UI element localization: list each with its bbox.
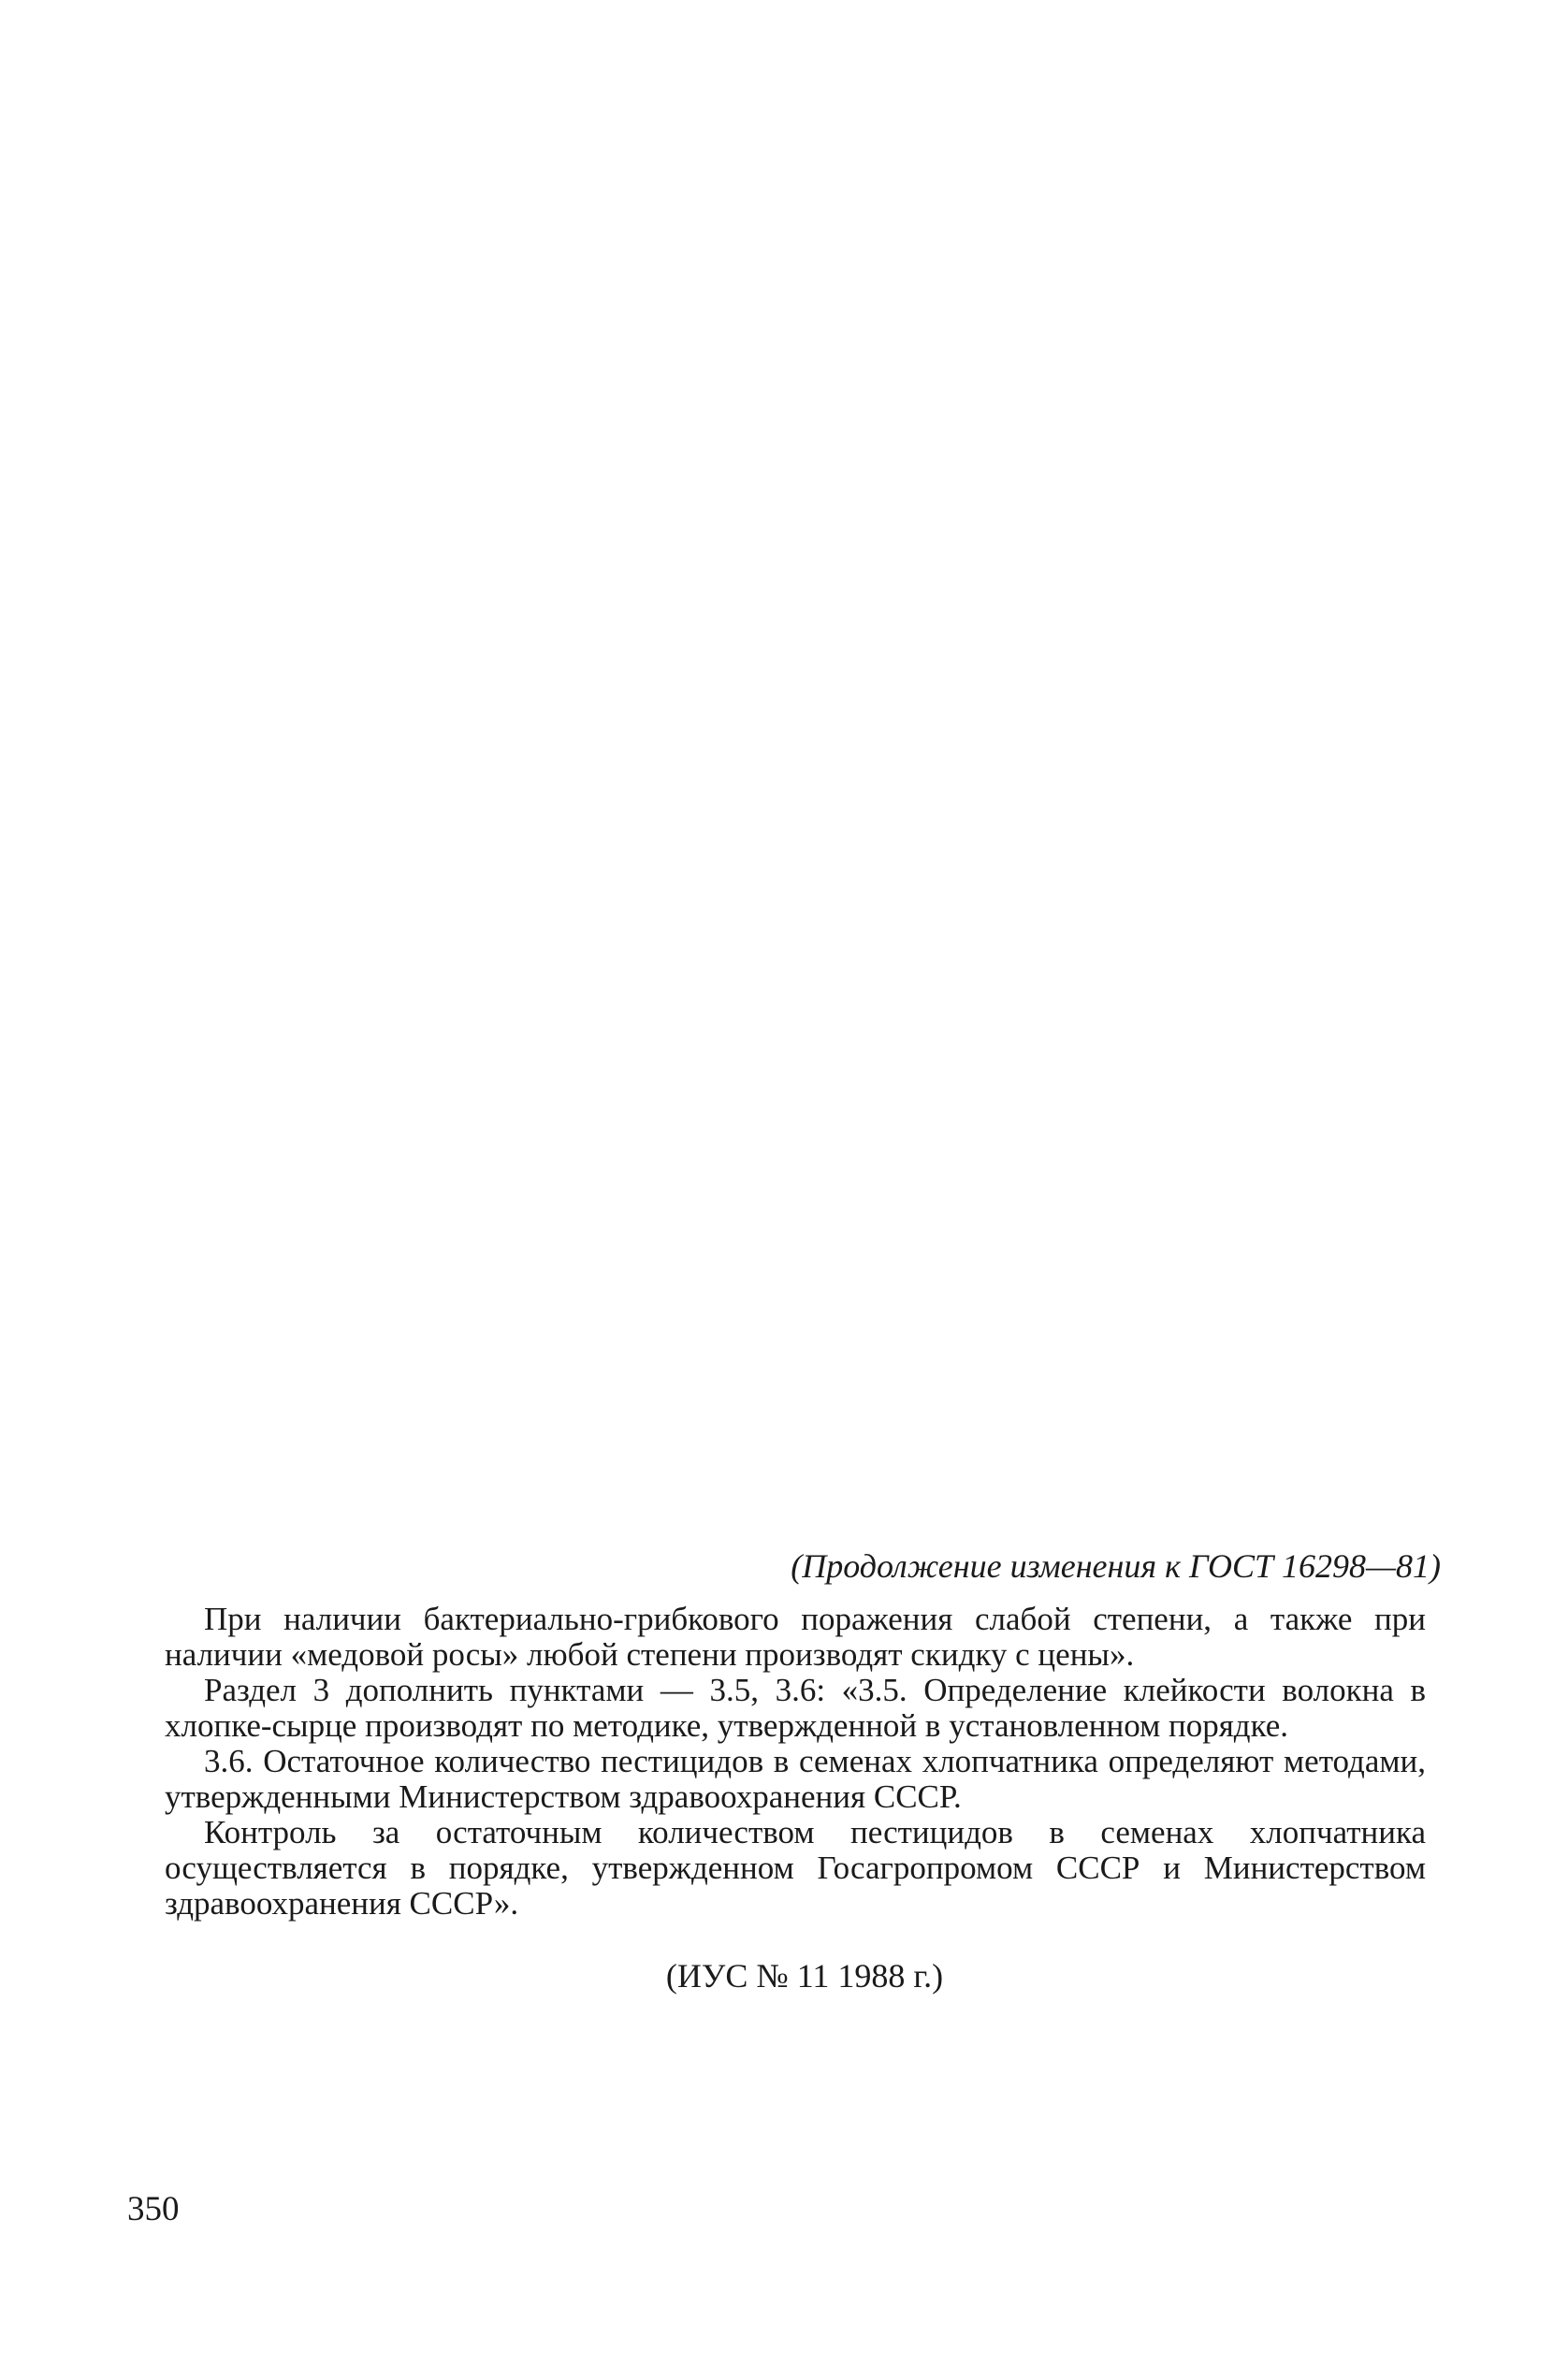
paragraph-price-discount: При наличии бактериально-грибкового поражения слабой степени, а также при наличии «медовой росы» любой степени производят скидку с цены». [165, 1601, 1426, 1673]
amendment-body [165, 1602, 1426, 1922]
source-reference: (ИУС № 11 1988 г.) [665, 1957, 944, 1995]
paragraph-pesticide-control: Контроль за остаточным количеством пестицидов в семенах хлопчатника осуществляется в порядке, утвержденном Госагропромом СССР и Министерством здравоохранения СССР». [165, 1814, 1426, 1922]
page-number: 350 [127, 2190, 180, 2228]
paragraph-section-3-additions: Раздел 3 дополнить пунктами — 3.5, 3.6: «3.5. Определение клейкости волокна в хлопке-сырце производят по методике, утвержденной в установленном порядке. [165, 1672, 1426, 1744]
amendment-continuation-header: (Продолжение изменения к ГОСТ 16298—81) [791, 1547, 1441, 1585]
paragraph-pesticide-methods: 3.6. Остаточное количество пестицидов в семенах хлопчатника определяют методами, утвержденными Министерством здравоохранения СССР. [165, 1743, 1426, 1815]
